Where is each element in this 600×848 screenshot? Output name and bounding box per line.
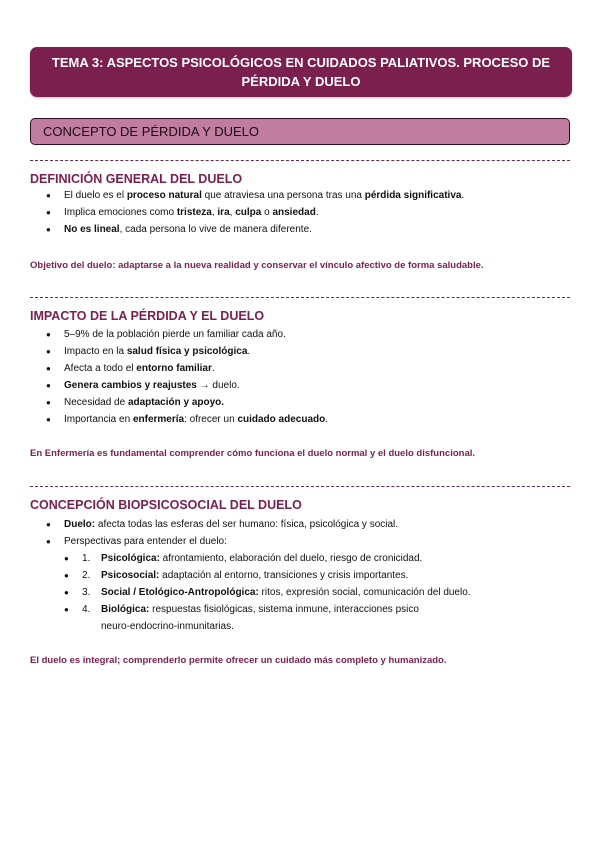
list-item: ● 3. Social / Etológico-Antropológica: ritos, expresión social, comunicación del duelo. <box>64 584 471 601</box>
list-item: ● 4. Biológica: respuestas fisiológicas, sistema inmune, interacciones psico neuro-endocrino-inmunitarias. <box>64 601 471 635</box>
concept-heading: CONCEPTO DE PÉRDIDA Y DUELO <box>43 124 260 139</box>
section-title-impacto: IMPACTO DE LA PÉRDIDA Y EL DUELO <box>30 309 265 323</box>
list-item: ● Duelo: afecta todas las esferas del ser humano: física, psicológica y social. <box>46 516 471 533</box>
impacto-note: En Enfermería es fundamental comprender cómo funciona el duelo normal y el duelo disfuncional. <box>30 448 476 459</box>
impacto-bullet-list <box>46 326 328 428</box>
definicion-bullet-list <box>46 187 464 238</box>
list-item: ● Implica emociones como tristeza, ira, culpa o ansiedad. <box>46 204 464 221</box>
concept-heading-box <box>30 118 570 145</box>
list-item: ● 5–9% de la población pierde un familiar cada año. <box>46 326 328 343</box>
perspectivas-list <box>64 550 471 635</box>
list-item: ● 2. Psicosocial: adaptación al entorno, transiciones y crisis importantes. <box>64 567 471 584</box>
list-item: ● Impacto en la salud física y psicológica. <box>46 343 328 360</box>
page-title-line-2: PÉRDIDA Y DUELO <box>241 74 361 89</box>
page-title-banner <box>30 47 572 97</box>
definicion-note: Objetivo del duelo: adaptarse a la nueva realidad y conservar el vínculo afectivo de forma saludable. <box>30 260 484 271</box>
section-title-biopsicosocial: CONCEPCIÓN BIOPSICOSOCIAL DEL DUELO <box>30 498 302 512</box>
list-item: ● Necesidad de adaptación y apoyo. <box>46 394 328 411</box>
list-item: ● Perspectivas para entender el duelo: ● 1. Psicológica: afrontamiento, elaboración del duelo, riesgo de cronicidad. ● 2. Psicosocial: adaptación al entorno, transiciones y crisis importantes. ● 3. Social / Etológico-Antropológica: ritos, expresión social, comunicación del duelo. ● 4. Biológica: respuestas fisiológicas, sistema inmune, interacciones psico neuro-endocrino-inmunitarias. <box>46 533 471 635</box>
section-divider <box>30 297 570 298</box>
biopsicosocial-note: El duelo es integral; comprenderlo permite ofrecer un cuidado más completo y humanizado. <box>30 655 447 666</box>
section-title-definicion: DEFINICIÓN GENERAL DEL DUELO <box>30 172 243 186</box>
list-item: ● Genera cambios y reajustes → duelo. <box>46 377 328 394</box>
section-divider <box>30 160 570 161</box>
list-item: ● El duelo es el proceso natural que atraviesa una persona tras una pérdida significativa. <box>46 187 464 204</box>
list-item: ● Importancia en enfermería: ofrecer un cuidado adecuado. <box>46 411 328 428</box>
biopsicosocial-bullet-list <box>46 516 471 635</box>
page-title-line-1: TEMA 3: ASPECTOS PSICOLÓGICOS EN CUIDADOS PALIATIVOS. PROCESO DE <box>51 55 551 70</box>
list-item: ● No es lineal, cada persona lo vive de manera diferente. <box>46 221 464 238</box>
list-item: ● Afecta a todo el entorno familiar. <box>46 360 328 377</box>
section-divider <box>30 486 570 487</box>
list-item: ● 1. Psicológica: afrontamiento, elaboración del duelo, riesgo de cronicidad. <box>64 550 471 567</box>
